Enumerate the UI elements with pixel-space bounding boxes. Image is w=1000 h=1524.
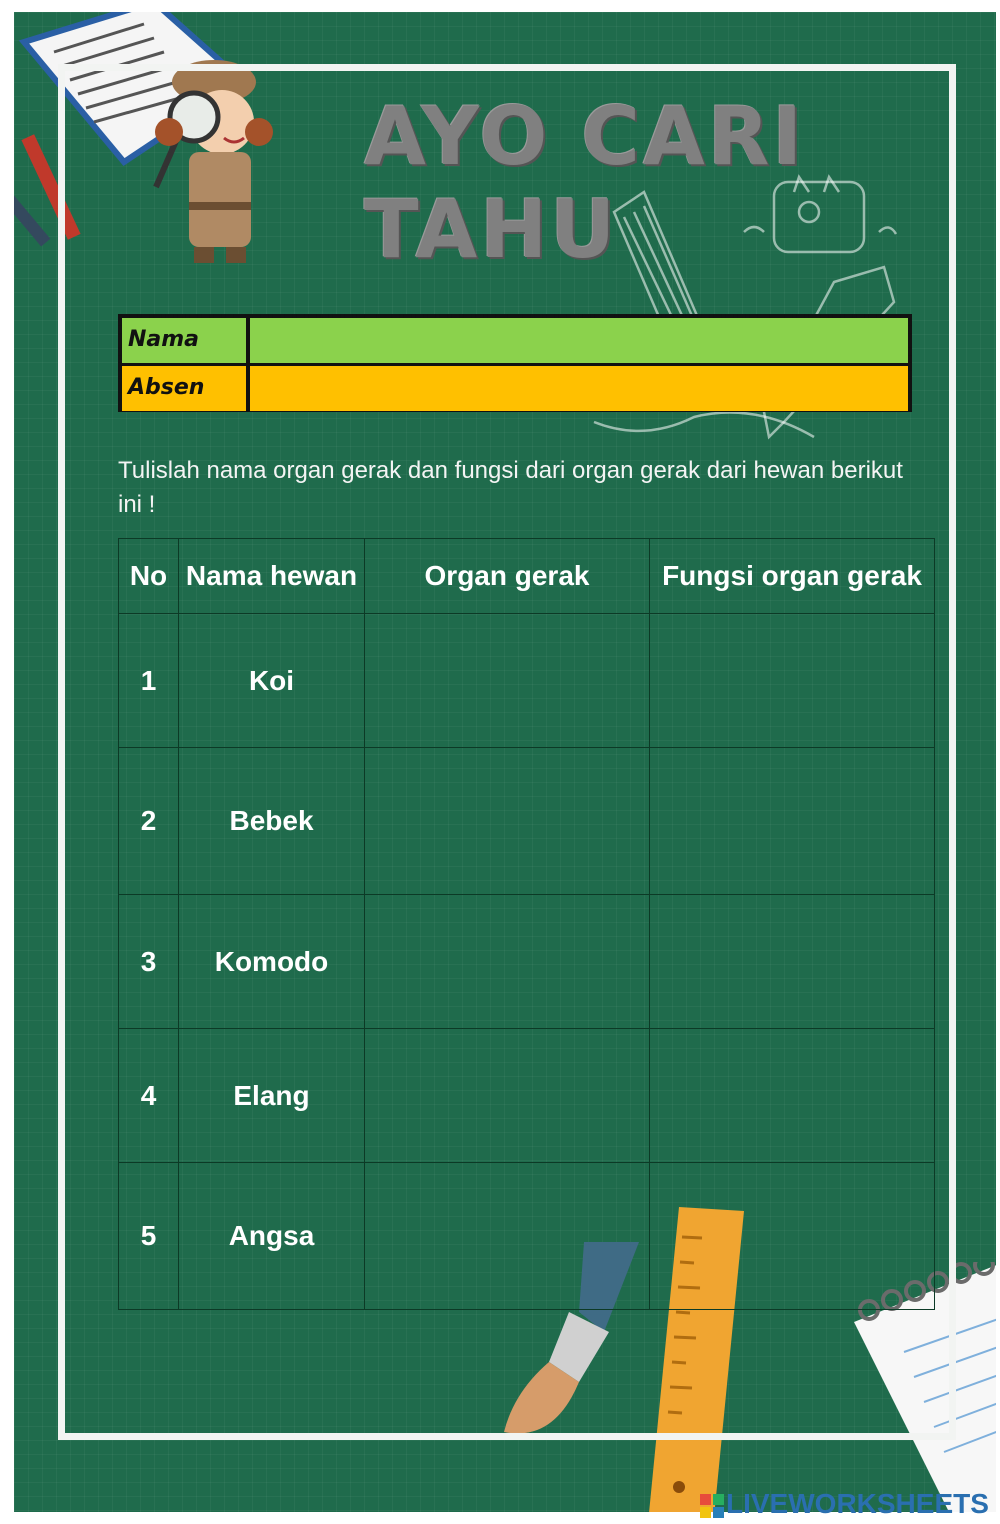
page-title: AYO CARI TAHU [364,90,806,276]
animal-name: Koi [179,614,365,748]
row-number: 1 [119,614,179,748]
absen-row [122,366,908,411]
animal-name: Angsa [179,1163,365,1310]
header-organ: Organ gerak [365,539,650,614]
name-field[interactable] [250,318,908,363]
instruction-text: Tulislah nama organ gerak dan fungsi dari organ gerak dari hewan berikut ini ! [118,457,903,518]
row-number: 3 [119,895,179,1029]
table-row [119,614,935,748]
row-number: 2 [119,748,179,895]
row-number: 5 [119,1163,179,1310]
absen-field[interactable] [250,366,908,411]
function-answer-field[interactable] [650,1163,935,1310]
animal-name: Komodo [179,895,365,1029]
table-row [119,1029,935,1163]
row-number: 4 [119,1029,179,1163]
function-answer-field[interactable] [650,614,935,748]
animal-name: Bebek [179,748,365,895]
organ-answer-field[interactable] [365,748,650,895]
header-function: Fungsi organ gerak [650,539,935,614]
chalkboard-background [14,12,996,1512]
organ-answer-field[interactable] [365,1163,650,1310]
function-answer-field[interactable] [650,895,935,1029]
worksheet-table [118,538,935,1310]
liveworksheets-logo [700,1488,989,1520]
animal-name: Elang [179,1029,365,1163]
header-no: No [119,539,179,614]
liveworksheets-cube-icon [700,1494,724,1518]
table-row [119,895,935,1029]
function-answer-field[interactable] [650,1029,935,1163]
identity-box [118,314,912,412]
liveworksheets-brand: LIVEWORKSHEETS [726,1488,989,1519]
organ-answer-field[interactable] [365,895,650,1029]
organ-answer-field[interactable] [365,1029,650,1163]
absen-label: Absen [122,366,250,411]
name-row [122,318,908,363]
function-answer-field[interactable] [650,748,935,895]
table-row [119,748,935,895]
organ-answer-field[interactable] [365,614,650,748]
table-header-row [119,539,935,614]
name-label: Nama [122,318,250,363]
header-animal: Nama hewan [179,539,365,614]
table-row [119,1163,935,1310]
